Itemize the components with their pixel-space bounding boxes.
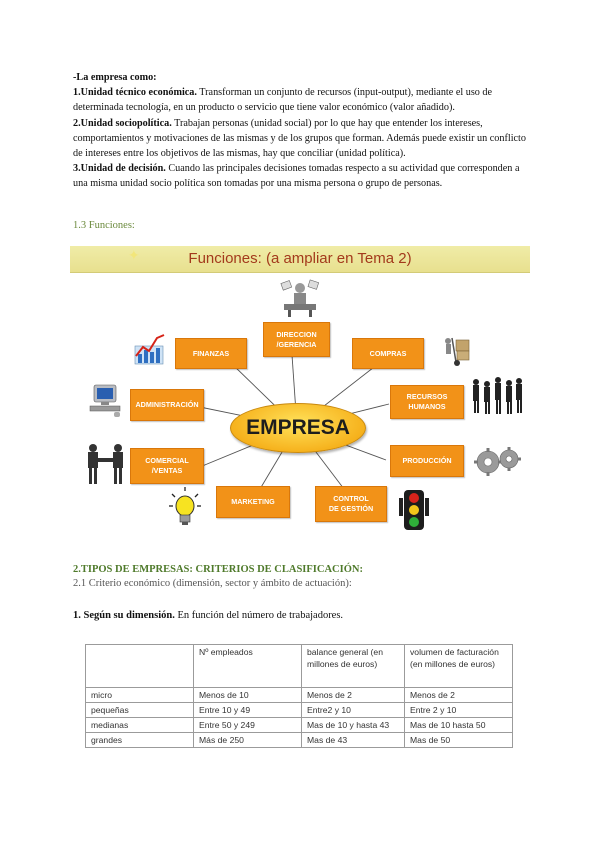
table-cell: Entre 2 y 10: [405, 703, 513, 718]
table-cell: Más de 250: [194, 733, 302, 748]
gears-icon: [474, 444, 522, 480]
box-comercial: COMERCIAL /VENTAS: [130, 448, 204, 484]
header-cell: balance general (en millones de euros): [302, 645, 405, 688]
human-resources-people-icon: [470, 374, 524, 422]
section-heading-tipos: 2.TIPOS DE EMPRESAS: CRITERIOS DE CLASIFICACIÓN:: [73, 564, 363, 575]
box-administracion: ADMINISTRACIÓN: [130, 389, 204, 421]
table-cell: grandes: [86, 733, 194, 748]
hand-truck-icon: [442, 332, 478, 368]
table-row: [86, 688, 513, 703]
box-recursos-humanos: RECURSOS HUMANOS: [390, 385, 464, 419]
table-row: [86, 718, 513, 733]
table-cell: Mas de 50: [405, 733, 513, 748]
table-cell: micro: [86, 688, 194, 703]
manager-desk-icon: [278, 278, 322, 318]
section-heading-criterio: 2.1 Criterio económico (dimensión, sector y ámbito de actuación):: [73, 578, 352, 589]
intro-item-1: 1.Unidad técnico económica. Transforman un conjunto de recursos (input-output), mediante el uso de determinada tecnología, en un producto o servicio que tiene valor económico (valor añadido).: [73, 87, 493, 114]
box-finanzas: FINANZAS: [175, 338, 247, 369]
diagram-title: Funciones: (a ampliar en Tema 2): [188, 250, 412, 267]
intro-item-3: 3.Unidad de decisión. Cuando las principales decisiones tomadas respecto a su actividad que corresponden a una misma unidad socio política son tomadas por una misma persona o grupo de personas.: [73, 163, 520, 190]
intro-lead: -La empresa como:: [73, 72, 157, 83]
box-compras: COMPRAS: [352, 338, 424, 369]
table-cell: medianas: [86, 718, 194, 733]
computer-icon: [86, 383, 126, 419]
intro-item-2: 2.Unidad sociopolítica. Trabajan personas (unidad social) por lo que hay que entender los intereses, comportamientos y motivaciones de las mismas y de los grupos que forman. Además puede existir un conflicto de intereses entre los objetivos de las mismas, hay que conciliar (unidad política).: [73, 117, 526, 160]
intro-section: [73, 70, 533, 192]
box-produccion: PRODUCCIÓN: [390, 445, 464, 477]
handshake-icon: [84, 442, 128, 486]
company-size-table: [85, 644, 513, 748]
box-control-gestion: CONTROL DE GESTIÓN: [315, 486, 387, 522]
table-cell: Menos de 2: [405, 688, 513, 703]
funciones-diagram: [70, 246, 530, 538]
star-icon: ✦: [128, 249, 140, 264]
header-cell: [86, 645, 194, 688]
finance-chart-icon: [133, 332, 167, 366]
size-criterion: 1. Según su dimensión. En función del número de trabajadores.: [73, 610, 344, 621]
lightbulb-icon: [168, 486, 202, 530]
table-cell: Mas de 43: [302, 733, 405, 748]
hub-empresa: EMPRESA: [230, 403, 366, 453]
header-cell: Nº empleados: [194, 645, 302, 688]
table-cell: Entre 50 y 249: [194, 718, 302, 733]
table-cell: Entre 10 y 49: [194, 703, 302, 718]
table-row: [86, 733, 513, 748]
table-cell: Mas de 10 hasta 50: [405, 718, 513, 733]
table-row: [86, 703, 513, 718]
table-cell: Menos de 2: [302, 688, 405, 703]
box-direccion: DIRECCION /GERENCIA: [263, 322, 330, 357]
section-heading-funciones: 1.3 Funciones:: [73, 220, 135, 231]
table-header-row: [86, 645, 513, 688]
table-cell: pequeñas: [86, 703, 194, 718]
header-cell: volumen de facturación (en millones de euros): [405, 645, 513, 688]
table-cell: Mas de 10 y hasta 43: [302, 718, 405, 733]
traffic-light-icon: [396, 488, 432, 534]
box-marketing: MARKETING: [216, 486, 290, 518]
table-cell: Entre2 y 10: [302, 703, 405, 718]
table-cell: Menos de 10: [194, 688, 302, 703]
